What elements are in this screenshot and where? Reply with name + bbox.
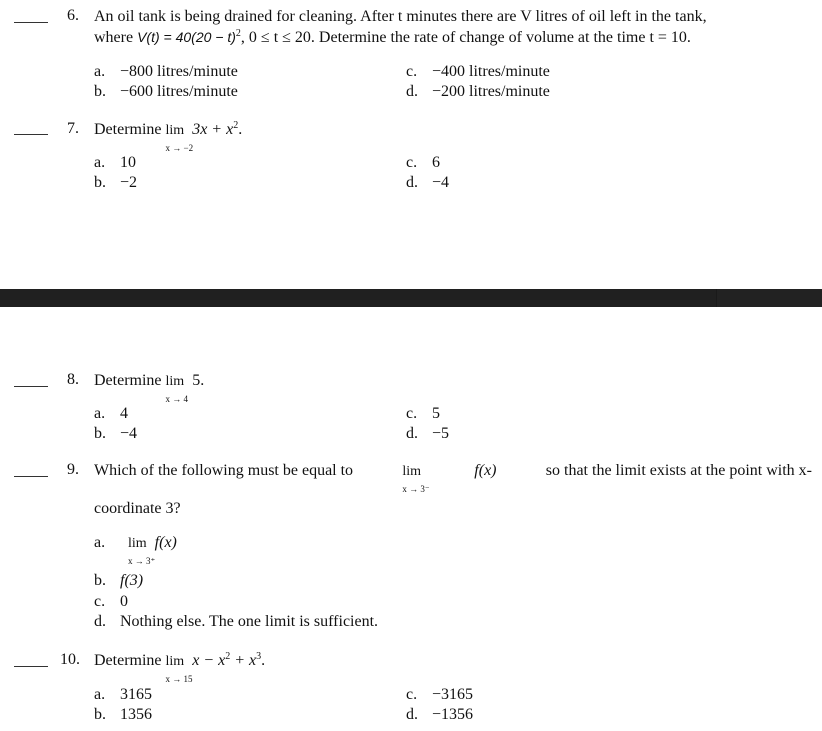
question-text-line-2 (94, 27, 691, 48)
option-b[interactable]: b. −4 (94, 425, 138, 442)
question-text: Determine lim x → 15 $x - x^2 + x^3$. (94, 651, 265, 672)
answer-blank-7[interactable] (14, 134, 48, 135)
option-a[interactable]: a. 4 (94, 405, 128, 422)
limit-subscript: x → 15 (165, 674, 193, 684)
option-a[interactable]: a. 3165 (94, 686, 152, 703)
option-b[interactable]: b. 1356 (94, 706, 152, 723)
question-number: 8. (67, 371, 79, 388)
option-c[interactable]: c. 0 (94, 593, 128, 610)
limit-subscript: x → 3⁺ (128, 556, 156, 566)
option-a[interactable]: a. 10 (94, 154, 136, 171)
limit-operator: lim x → 3⁻ (402, 461, 421, 482)
answer-blank-9[interactable] (14, 476, 48, 477)
option-c[interactable]: c. 5 (406, 405, 440, 422)
page-divider (0, 289, 822, 307)
question-text: Determine lim x → −2 $3x + x^2$. (94, 120, 242, 141)
question-number: 7. (67, 120, 79, 137)
option-d[interactable]: d. Nothing else. The one limit is sufficient. (94, 613, 379, 630)
limit-operator: lim x → −2 (166, 120, 185, 141)
option-b[interactable]: b. f(3) (94, 572, 144, 589)
text: , 0 ≤ t ≤ 20. Determine the rate of change of volume at the time t = 10. (240, 29, 691, 46)
option-d[interactable]: d. −200 litres/minute (406, 83, 550, 100)
question-number: 6. (67, 7, 79, 24)
option-a[interactable]: a. −800 litres/minute (94, 63, 238, 80)
option-b[interactable]: b. −600 litres/minute (94, 83, 238, 100)
option-b[interactable]: b. −2 (94, 174, 138, 191)
question-text-line-1: Which of the following must be equal to lim x → 3⁻ f(x) so that the limit exists at the point with x- (94, 461, 812, 482)
limit-operator: lim x → 15 (166, 651, 185, 672)
limit-operator: lim x → 3⁺ (128, 533, 147, 554)
limit-subscript: x → 4 (165, 394, 189, 404)
exponent: 2 (235, 28, 241, 39)
question-number: 10. (60, 651, 80, 668)
question-number: 9. (67, 461, 79, 478)
limit-subscript: x → 3⁻ (402, 484, 430, 494)
question-text-line-2: coordinate 3? (94, 500, 181, 517)
limit-operator: lim x → 4 (166, 371, 185, 392)
option-d[interactable]: d. −5 (406, 425, 450, 442)
option-c[interactable]: c. −3165 (406, 686, 474, 703)
question-text-line-1: An oil tank is being drained for cleaning. After t minutes there are V litres of oil left in the tank, (94, 8, 707, 25)
option-a[interactable]: a. lim x → 3⁺ f(x) (94, 533, 177, 554)
text: where (94, 29, 138, 46)
volume-function: V(t) = 40(20 − t) (137, 29, 236, 45)
option-c[interactable]: c. 6 (406, 154, 440, 171)
option-d[interactable]: d. −1356 (406, 706, 474, 723)
answer-blank-6[interactable] (14, 22, 48, 23)
option-d[interactable]: d. −4 (406, 174, 450, 191)
option-c[interactable]: c. −400 litres/minute (406, 63, 550, 80)
limit-subscript: x → −2 (165, 143, 194, 153)
page-divider-segment (716, 289, 822, 307)
answer-blank-8[interactable] (14, 386, 48, 387)
answer-blank-10[interactable] (14, 666, 48, 667)
question-text: Determine lim x → 4 5. (94, 371, 204, 392)
